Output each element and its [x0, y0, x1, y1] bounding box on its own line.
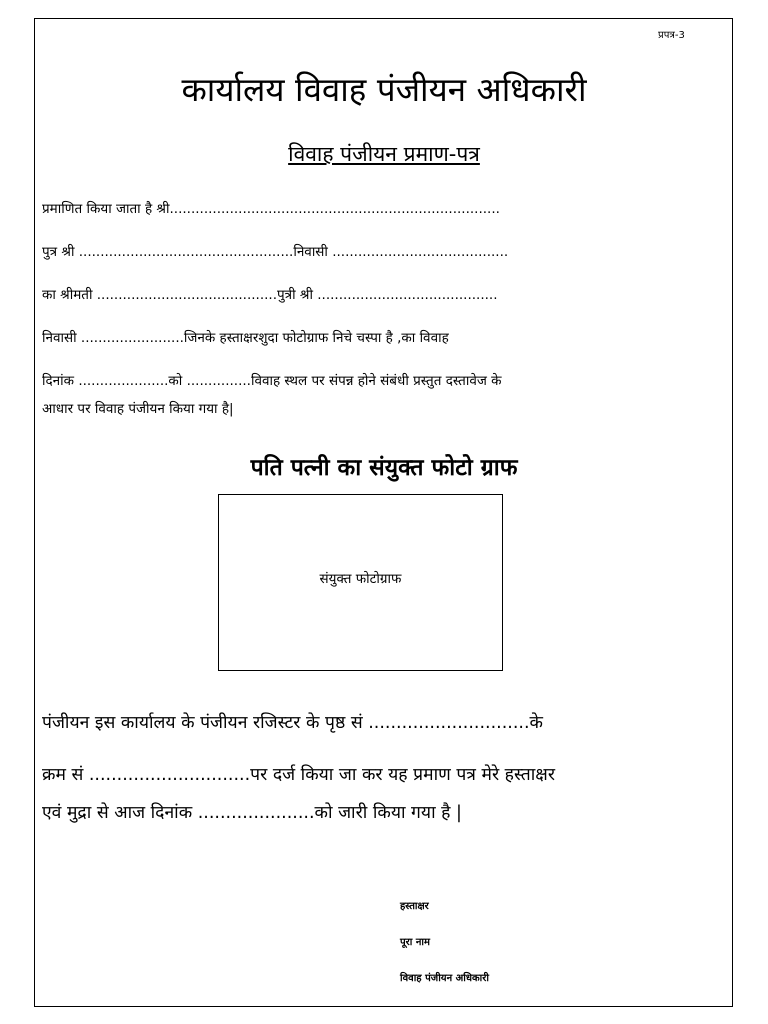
resident-line: निवासी ........................जिनके हस्ताक्षरशुदा फोटोग्राफ निचे चस्पा है ,का विवाह — [42, 330, 449, 346]
serial-line: क्रम सं .............................पर दर्ज किया जा कर यह प्रमाण पत्र मेरे हस्ताक्षर — [42, 765, 555, 785]
form-number: प्रपत्र-3 — [658, 30, 685, 41]
office-title: कार्यालय विवाह पंजीयन अधिकारी — [181, 70, 587, 109]
signature-label: हस्ताक्षर — [400, 901, 429, 912]
basis-line: आधार पर विवाह पंजीयन किया गया है| — [42, 401, 234, 417]
photo-heading: पति पत्नी का संयुक्त फोटो ग्राफ — [250, 455, 518, 481]
designation-label: विवाह पंजीयन अधिकारी — [400, 973, 489, 984]
certify-line: प्रमाणित किया जाता है श्री............................................................................. — [42, 201, 500, 217]
date-line: दिनांक .....................को ...............विवाह स्थल पर संपन्न होने संबंधी प्रस्तुत दस्तावेज के — [42, 373, 502, 389]
certificate-title: विवाह पंजीयन प्रमाण-पत्र — [288, 142, 480, 166]
mother-line: का श्रीमती ..........................................पुत्री श्री .......................................... — [42, 287, 498, 303]
issue-date-line: एवं मुद्रा से आज दिनांक .....................को जारी किया गया है | — [42, 803, 462, 823]
son-of-line: पुत्र श्री ..................................................निवासी ......................................... — [42, 244, 509, 260]
photo-box-label: संयुक्त फोटोग्राफ — [319, 571, 402, 587]
joint-photo-box — [218, 494, 503, 671]
register-page-line: पंजीयन इस कार्यालय के पंजीयन रजिस्टर के पृष्ठ सं .............................के — [42, 713, 543, 733]
full-name-label: पूरा नाम — [400, 937, 430, 948]
